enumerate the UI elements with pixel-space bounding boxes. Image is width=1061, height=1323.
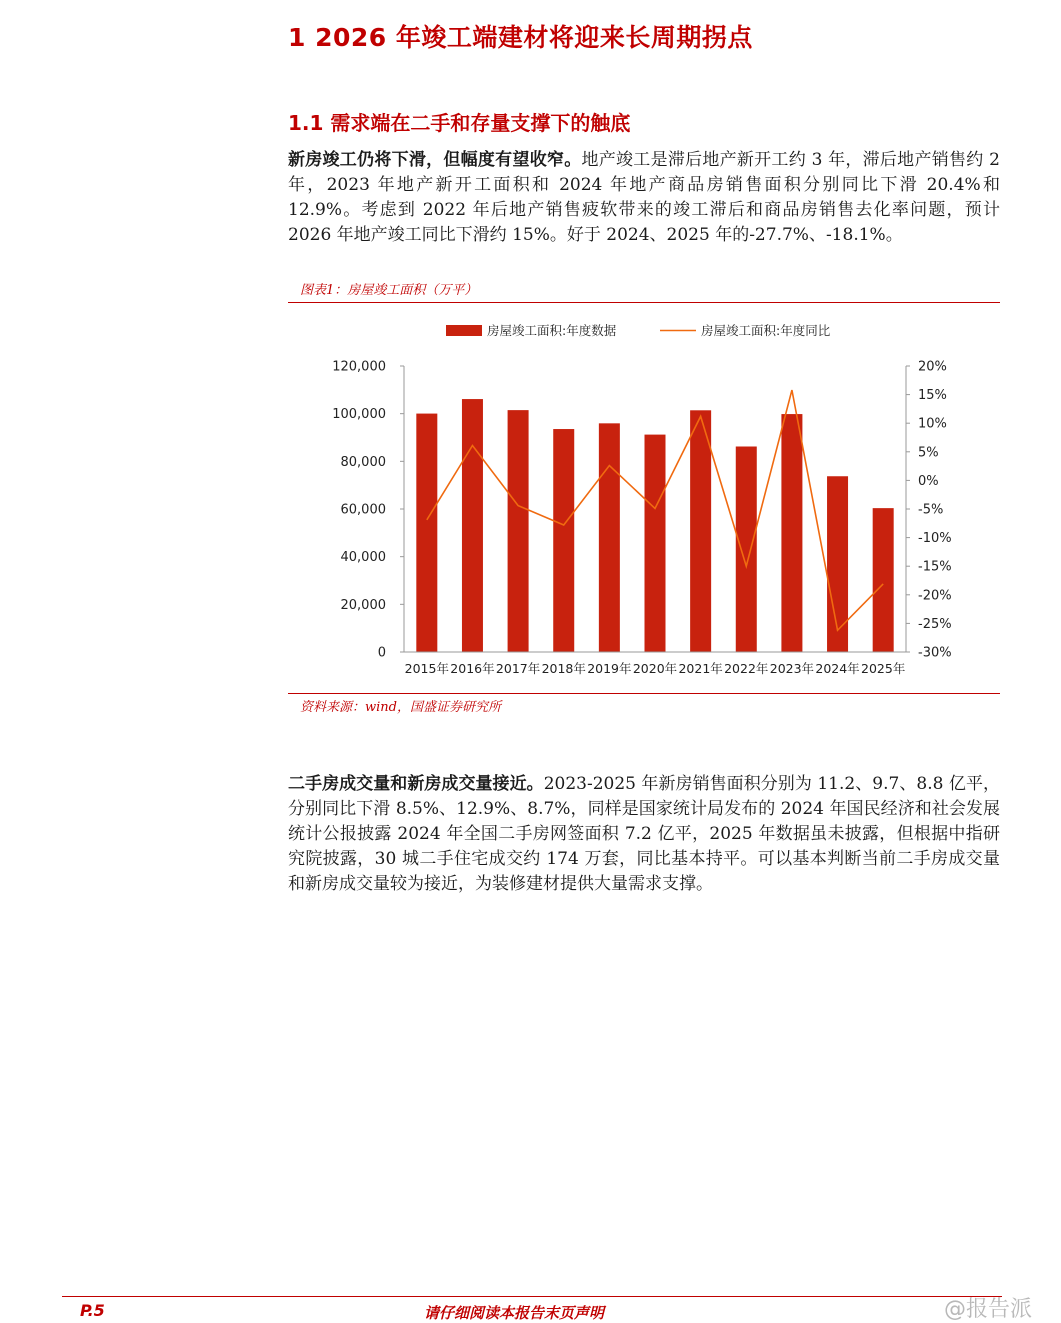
x-tick-label: 2015年 xyxy=(404,661,449,676)
footer-rule xyxy=(62,1296,1002,1297)
subsection-heading: 1.1 需求端在二手和存量支撑下的触底 xyxy=(288,111,631,135)
x-tick-label: 2020年 xyxy=(632,661,678,676)
left-axis-ticks xyxy=(332,360,404,661)
x-tick-label: 2018年 xyxy=(541,661,586,676)
x-tick-label: 2021年 xyxy=(678,661,723,676)
right-tick-label: 10% xyxy=(918,416,947,432)
bar xyxy=(645,435,666,652)
paragraph-completion-outlook xyxy=(288,148,1000,248)
right-tick-label: 20% xyxy=(918,359,947,375)
x-tick-label: 2016年 xyxy=(450,661,495,676)
left-tick-label: 120,000 xyxy=(332,359,386,375)
x-tick-label: 2017年 xyxy=(495,661,541,676)
left-tick-label: 60,000 xyxy=(340,502,386,518)
x-tick-label: 2024年 xyxy=(815,661,860,676)
right-tick-label: -30% xyxy=(918,645,952,661)
x-tick-label: 2025年 xyxy=(861,661,906,676)
legend-bar-label: 房屋竣工面积:年度数据 xyxy=(487,323,617,338)
page-number: P.5 xyxy=(80,1301,105,1320)
left-tick-label: 100,000 xyxy=(332,407,386,423)
bar xyxy=(781,414,802,652)
figure-label: 图表1：房屋竣工面积（万平） xyxy=(300,283,478,298)
left-tick-label: 40,000 xyxy=(340,550,386,566)
right-tick-label: 5% xyxy=(918,445,939,461)
bar-series xyxy=(416,399,893,652)
figure-bottom-rule xyxy=(288,693,1000,694)
section-heading: 1 2026 年竣工端建材将迎来长周期拐点 xyxy=(288,23,753,52)
right-tick-label: -20% xyxy=(918,588,952,604)
bar xyxy=(690,410,711,652)
x-tick-label: 2023年 xyxy=(769,661,815,676)
bar xyxy=(416,414,437,652)
paragraph-lead: 新房竣工仍将下滑，但幅度有望收窄。 xyxy=(288,150,582,170)
bar xyxy=(599,423,620,652)
paragraph-body: 2023-2025 年新房销售面积分别为 11.2、9.7、8.8 亿平，分别同比下滑 8.5%、12.9%、8.7%，同样是国家统计局发布的 2024 年国民经济和社会发展统计公报披露 2024 年全国二手房网签面积 7.2 亿平，2025 年数据虽未披露，但根据中指研究院披露，30 城二手住宅成交约 174 万套，同比基本持平。可以基本判断当前二手房成交量和新房成交量较为接近，为装修建材提供大量需求支撑。 xyxy=(288,774,1000,894)
chart-legend xyxy=(446,323,831,338)
right-tick-label: -25% xyxy=(918,616,952,632)
right-axis-ticks xyxy=(906,360,952,661)
bar xyxy=(508,410,529,652)
x-tick-label: 2022年 xyxy=(724,661,769,676)
bar xyxy=(827,476,848,652)
watermark: @报告派 xyxy=(944,1297,1033,1322)
bar xyxy=(553,429,574,652)
figure-source: 资料来源：wind，国盛证券研究所 xyxy=(300,700,501,715)
right-tick-label: 15% xyxy=(918,388,947,404)
left-tick-label: 20,000 xyxy=(340,597,386,613)
completion-area-chart xyxy=(288,310,1000,690)
right-tick-label: -15% xyxy=(918,559,952,575)
legend-line-label: 房屋竣工面积:年度同比 xyxy=(701,323,831,338)
left-tick-label: 0 xyxy=(377,645,386,661)
footer-disclaimer: 请仔细阅读本报告末页声明 xyxy=(424,1304,605,1322)
right-tick-label: -5% xyxy=(918,502,944,518)
x-tick-label: 2019年 xyxy=(587,661,632,676)
paragraph-lead: 二手房成交量和新房成交量接近。 xyxy=(288,774,544,794)
left-tick-label: 80,000 xyxy=(340,454,386,470)
figure-top-rule xyxy=(288,302,1000,303)
right-tick-label: -10% xyxy=(918,531,952,547)
x-axis-labels xyxy=(405,661,906,676)
bar xyxy=(873,508,894,652)
legend-bar-swatch xyxy=(446,325,482,336)
paragraph-body: 地产竣工是滞后地产新开工约 3 年，滞后地产销售约 2 年，2023 年地产新开工面积和 2024 年地产商品房销售面积分别同比下滑 20.4%和 12.9%。考虑到 2022 年后地产销售疲软带来的竣工滞后和商品房销售去化率问题，预计 2026 年地产竣工同比下滑约 15%。好于 2024、2025 年的-27.7%、-18.1%。 xyxy=(288,150,1000,245)
bar xyxy=(462,399,483,652)
paragraph-secondhand-market xyxy=(288,772,1000,897)
bar xyxy=(736,447,757,652)
right-tick-label: 0% xyxy=(918,473,939,489)
